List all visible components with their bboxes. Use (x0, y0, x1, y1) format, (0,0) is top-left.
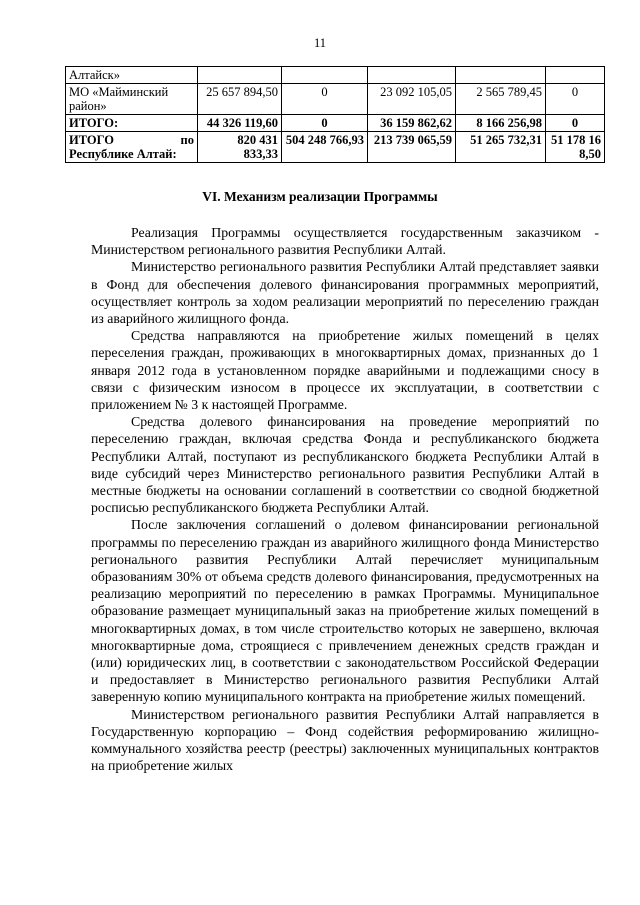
value-cell: 0 (282, 84, 368, 115)
value-cell: 36 159 862,62 (368, 115, 456, 132)
value-cell (456, 67, 546, 84)
municipality-cell: Алтайск» (66, 67, 198, 84)
value-cell: 0 (546, 115, 605, 132)
paragraph: Министерство регионального развития Республики Алтай представляет заявки в Фонд для обеспечения долевого финансирования программных мероприятий, осуществляет контроль за ходом реализации мероприятий по переселению граждан из аварийного жилищного фонда. (91, 259, 599, 327)
paragraph: Реализация Программы осуществляется государственным заказчиком - Министерством регионального развития Республики Алтай. (91, 225, 599, 258)
table-row (66, 84, 605, 115)
value-cell: 44 326 119,60 (198, 115, 282, 132)
paragraph: После заключения соглашений о долевом финансировании региональной программы по переселению граждан из аварийного жилищного фонда Министерство регионального развития Республики Алтай перечисляет муниципальным образованиям 30% от объема средств долевого финансирования, предусмотренных на реализацию мероприятий по переселению в рамках Программы. Муниципальное образование размещает муниципальный заказ на приобретение жилых помещений в многоквартирных домах, в том числе строительство которых не завершено, включая многоквартирные дома, строящиеся с привлечением денежных средств граждан и (или) юридических лиц, в соответствии с законодательством Российской Федерации и предоставляет в Министерство регионального развития Республики Алтай заверенную копию муниципального контракта на приобретение жилых помещений. (91, 517, 599, 705)
value-cell: 820 431 833,33 (198, 132, 282, 163)
table-row-grand-total (66, 132, 605, 163)
page-number: 11 (313, 36, 327, 50)
value-cell: 51 178 168,50 (546, 132, 605, 163)
section-title: VI. Механизм реализации Программы (202, 189, 438, 204)
total-label-cell: ИТОГО: (66, 115, 198, 132)
value-cell: 23 092 105,05 (368, 84, 456, 115)
value-cell: 0 (546, 84, 605, 115)
value-cell (198, 67, 282, 84)
table-row-total (66, 115, 605, 132)
value-cell: 8 166 256,98 (456, 115, 546, 132)
value-cell: 504 248 766,93 (282, 132, 368, 163)
paragraph: Министерством регионального развития Республики Алтай направляется в Государственную корпорацию – Фонд содействия реформированию жилищно-коммунального хозяйства реестр (реестры) заключенных муниципальных контрактов на приобретение жилых (91, 706, 599, 774)
value-cell: 0 (282, 115, 368, 132)
value-cell: 25 657 894,50 (198, 84, 282, 115)
value-cell: 51 265 732,31 (456, 132, 546, 163)
grand-total-label-cell: ИТОГО по Республике Алтай: (66, 132, 198, 163)
value-cell (368, 67, 456, 84)
paragraph: Средства направляются на приобретение жилых помещений в целях переселения граждан, проживающих в многоквартирных домах, признанных до 1 января 2012 года в установленном порядке аварийными и подлежащими сносу в связи с физическим износом в процессе их эксплуатации, в соответствии с приложением № 3 к настоящей Программе. (91, 328, 599, 413)
table-row (66, 67, 605, 84)
funding-table (65, 66, 605, 163)
body-text (91, 224, 599, 775)
paragraph: Средства долевого финансирования на проведение мероприятий по переселению граждан, включая средства Фонда и республиканского бюджета Республики Алтай, поступают из республиканского бюджета Республики Алтай в виде субсидий через Министерство регионального развития Республики Алтай в местные бюджеты на основании соглашений в соответствии со сводной бюджетной росписью республиканского бюджета Республики Алтай. (91, 414, 599, 516)
value-cell (282, 67, 368, 84)
value-cell: 2 565 789,45 (456, 84, 546, 115)
value-cell: 213 739 065,59 (368, 132, 456, 163)
municipality-cell: МО «Майминский район» (66, 84, 198, 115)
value-cell (546, 67, 605, 84)
